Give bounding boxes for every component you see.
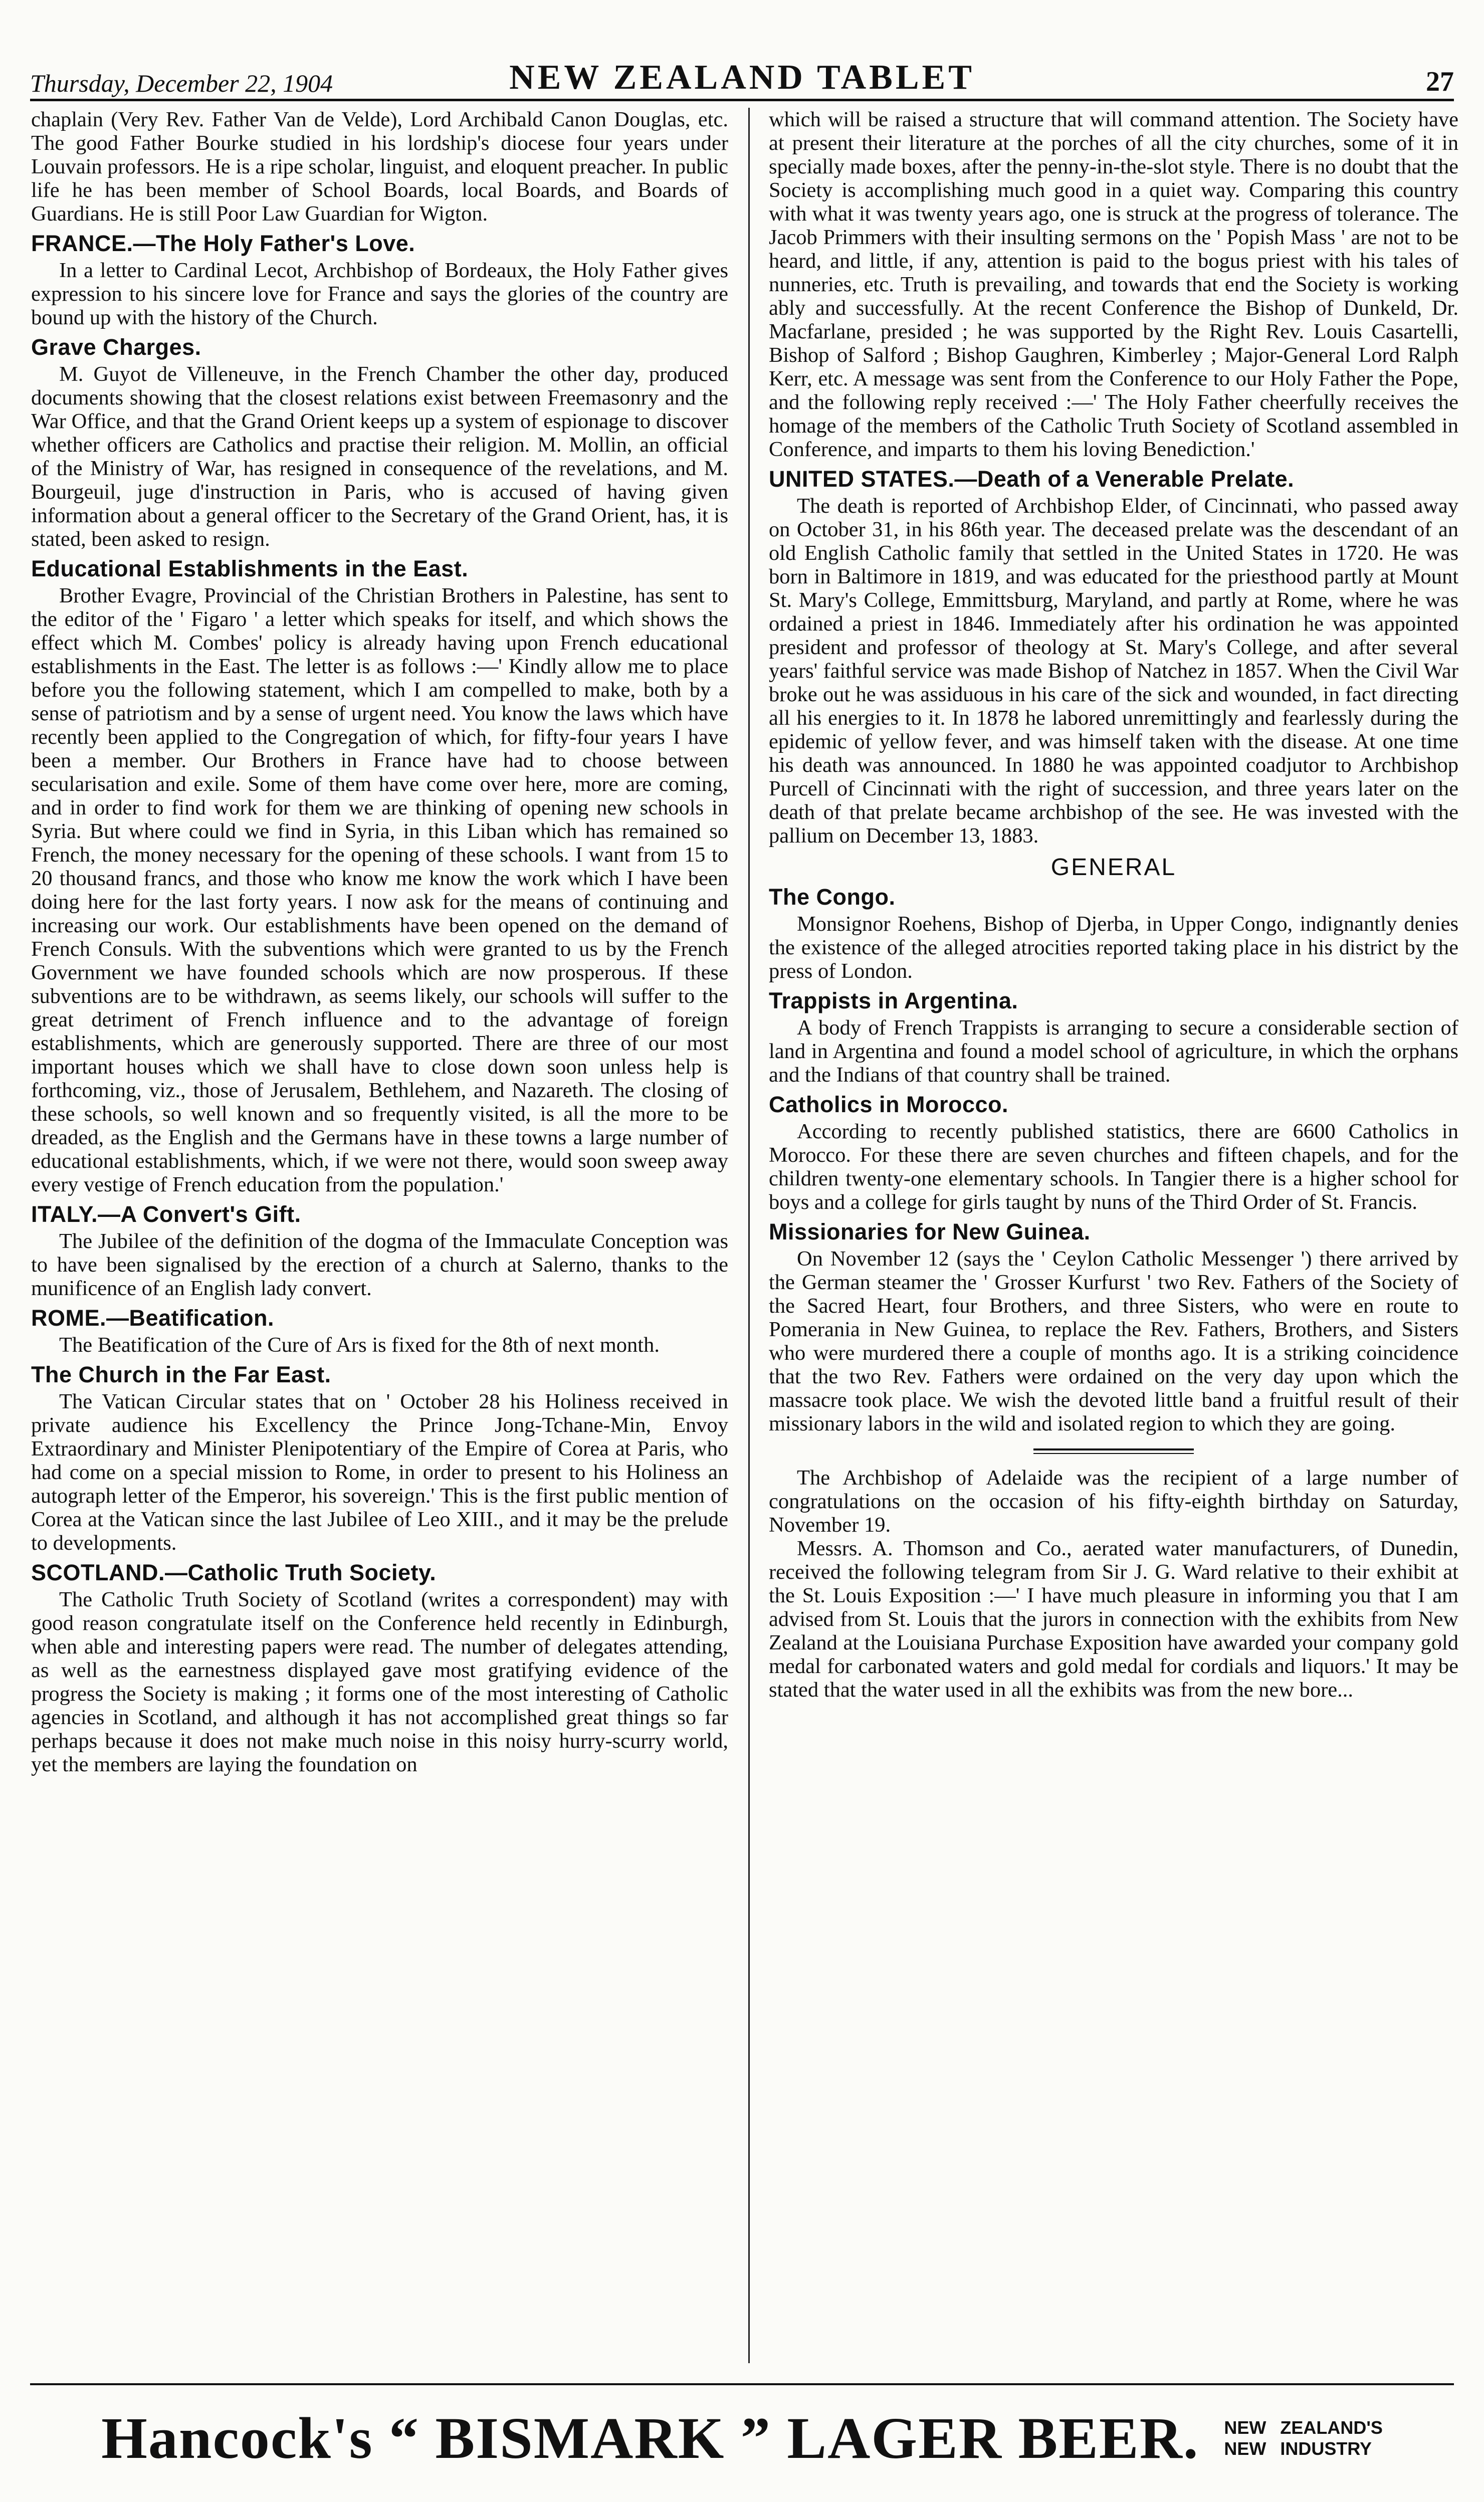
section-heading-educational: Educational Establishments in the East. (31, 556, 469, 581)
issue-date: Thursday, December 22, 1904 (30, 69, 333, 97)
tagline-new-1: NEW (1224, 2417, 1266, 2438)
article-france: In a letter to Cardinal Lecot, Archbishop of Bordeaux, the Holy Father gives expression to his sincere love for France and says the glories of the country are bound up with the history of the Church. (31, 259, 728, 329)
advertisement-text: Hancock's “ BISMARK ” LAGER BEER. (101, 2405, 1199, 2471)
advertisement-tagline (1224, 2417, 1383, 2459)
section-heading-grave-charges: Grave Charges. (31, 334, 201, 360)
tagline-industry: INDUSTRY (1280, 2438, 1372, 2459)
article-grave-charges: M. Guyot de Villeneuve, in the French Chamber the other day, produced documents showing that the closest relations exist between Freemasonry and the War Office, and that the Grand Orient keeps up a system of espionage to discover whether officers are Catholics and practise their religion. M. Mollin, an official of the Ministry of War, has resigned in consequence of the revelations, and M. Bourgeuil, juge d'instruction in Paris, who is accused of having given information about a general officer to the Secretary of the Grand Orient, has, it is stated, been asked to resign. (31, 362, 728, 551)
section-heading-rome: ROME.—Beatification. (31, 1305, 275, 1331)
article-adelaide: The Archbishop of Adelaide was the recipient of a large number of congratulations on the occasion of his fifty-eighth birthday on Saturday, November 19. (769, 1466, 1458, 1537)
article-italy: The Jubilee of the definition of the dogma of the Immaculate Conception was to have been signalised by the erection of a church at Salerno, thanks to the munificence of an English lady convert. (31, 1229, 728, 1300)
article-congo: Monsignor Roehens, Bishop of Djerba, in Upper Congo, indignantly denies the existence of the alleged atrocities reported taking place in his district by the press of London. (769, 912, 1458, 983)
page-header (30, 50, 1454, 98)
left-column (31, 108, 735, 2376)
section-heading-far-east: The Church in the Far East. (31, 1362, 331, 1387)
section-heading-general: GENERAL (1050, 854, 1177, 881)
article-new-guinea: On November 12 (says the ' Ceylon Catholic Messenger ') there arrived by the German steamer the ' Grosser Kurfurst ' two Rev. Fathers of the Society of the Sacred Heart, four Brothers, and three Sisters, who were en route to Pomerania in New Guinea, to replace the Rev. Fathers, Brothers, and Sisters who were murdered there a couple of months ago. It is a striking coincidence that the two Rev. Fathers were ordained on the very day upon which the massacre took place. We wish the devoted little band a fruitful result of their missionary labors in the wild and isolated region to which they are going. (769, 1247, 1458, 1435)
tagline-new-2: NEW (1224, 2438, 1266, 2459)
section-heading-trappists: Trappists in Argentina. (769, 988, 1018, 1013)
page-number: 27 (1425, 66, 1454, 97)
masthead-title: NEW ZEALAND TABLET (509, 58, 975, 97)
column-divider (748, 108, 750, 2363)
section-heading-congo: The Congo. (769, 884, 896, 910)
section-heading-new-guinea: Missionaries for New Guinea. (769, 1219, 1091, 1244)
article-scotland: The Catholic Truth Society of Scotland (writes a correspondent) may with good reason congratulate itself on the Conference held recently in Edinburgh, when able and interesting papers were read. The number of delegates attending, as well as the earnestness displayed gave most gratifying evidence of the progress the Society is making ; it forms one of the most interesting of Catholic agencies in Scotland, and although it has not accomplished great things so far perhaps because it does not make much noise in this noisy hurry-scurry world, yet the members are laying the foundation on (31, 1588, 728, 1776)
header-rule (30, 99, 1454, 101)
section-heading-united-states: UNITED STATES.—Death of a Venerable Prelate. (769, 466, 1295, 492)
section-separator (1033, 1448, 1194, 1454)
article-far-east: The Vatican Circular states that on ' October 28 his Holiness received in private audience his Excellency the Prince Jong-Tchane-Min, Envoy Extraordinary and Minister Plenipotentiary of the Empire of Corea at Paris, who had come on a special mission to Rome, in order to present to his Holiness an autograph letter of the Emperor, his sovereign.' This is the first public mention of Corea at the Vatican since the last Jubilee of Leo XIII., and it may be the prelude to developments. (31, 1390, 728, 1555)
footer-rule (30, 2383, 1454, 2385)
article-educational: Brother Evagre, Provincial of the Christian Brothers in Palestine, has sent to the editor of the ' Figaro ' a letter which speaks for itself, and which shows the effect which M. Combes' policy is already having upon French educational establishments in the East. The letter is as follows :—' Kindly allow me to place before you the following statement, which I am compelled to make, both by a sense of patriotism and by a sense of urgent need. You know the laws which have recently been applied to the Congregation of which, for fifty-four years I have been a member. Our Brothers in France have had to choose between secularisation and exile. Some of them have come over here, more are coming, and in order to find work for them we are thinking of opening new schools in Syria. But where could we find in Syria, in this Liban which has remained so French, the money necessary for the opening of these schools. I want from 15 to 20 thousand francs, and those who know me know the work which I have been doing here for the last forty years. I now ask for the means of continuing and increasing our work. Our establishments have been opened on the demand of French Consuls. With the subventions which were granted to us by the French Government we have founded schools which are now prosperous. If these subventions are to be withdrawn, as seems likely, our schools will suffer to the great detriment of French influence and to the advantage of foreign establishments, which are generously supported. There are three of our most important houses which we shall have to close down soon unless help is forthcoming, viz., those of Jerusalem, Bethlehem, and Nazareth. The closing of these schools, so well known and so frequently visited, is all the more to be dreaded, as the English and the Germans have in these towns a large number of educational establishments, which, if we were not there, would soon sweep away every vestige of French education from the population.' (31, 584, 728, 1196)
article-continuation: chaplain (Very Rev. Father Van de Velde), Lord Archibald Canon Douglas, etc. The good Father Bourke studied in his lordship's diocese four years under Louvain professors. He is a ripe scholar, linguist, and eloquent preacher. In public life he has been member of School Boards, local Boards, and Boards of Guardians. He is still Poor Law Guardian for Wigton. (31, 108, 728, 226)
article-morocco: According to recently published statistics, there are 6600 Catholics in Morocco. For these there are seven churches and fifteen chapels, and for the children twenty-one elementary schools. In Tangier there is a higher school for boys and a college for girls taught by nuns of the Third Order of St. Francis. (769, 1120, 1458, 1214)
tagline-zealands: ZEALAND'S (1280, 2417, 1383, 2438)
section-heading-morocco: Catholics in Morocco. (769, 1092, 1009, 1117)
article-scotland-continued: which will be raised a structure that will command attention. The Society have at present their literature at the porches of all the city churches, some of it in specially made boxes, after the penny-in-the-slot style. There is no doubt that the Society is accomplishing much good in a quiet way. Comparing this country with what it was twenty years ago, one is struck at the progress of tolerance. The Jacob Primmers with their insulting sermons on the ' Popish Mass ' are not to be heard, and little, if any, attention is paid to the bogus priest with his tales of nunneries, etc. Truth is prevailing, and towards that end the Society is working ably and successfully. At the recent Conference the Bishop of Dunkeld, Dr. Macfarlane, presided ; he was supported by the Right Rev. Louis Casartelli, Bishop of Salford ; Bishop Gaughren, Kimberley ; Major-General Lord Ralph Kerr, etc. A message was sent from the Conference to our Holy Father the Pope, and the following reply received :—' The Holy Father cheerfully receives the homage of the members of the Catholic Truth Society of Scotland assembled in Conference, and imparts to them his loving Benediction.' (769, 108, 1458, 461)
right-column (762, 108, 1458, 2376)
article-thomson: Messrs. A. Thomson and Co., aerated water manufacturers, of Dunedin, received the following telegram from Sir J. G. Ward relative to their exhibit at the St. Louis Exposition :—' I have much pleasure in informing you that I am advised from St. Louis that the jurors in connection with the exhibits from New Zealand at the Louisiana Purchase Exposition have awarded your company gold medal for carbonated waters and gold medal for cordials and liquors.' It may be stated that the water used in all the exhibits was from the new bore... (769, 1537, 1458, 1702)
section-heading-scotland: SCOTLAND.—Catholic Truth Society. (31, 1560, 437, 1585)
section-heading-italy: ITALY.—A Convert's Gift. (31, 1201, 301, 1227)
article-united-states: The death is reported of Archbishop Elder, of Cincinnati, who passed away on October 31, in his 86th year. The deceased prelate was the descendant of an old English Catholic family that settled in the United States in 1720. He was born in Baltimore in 1819, and was educated for the priesthood partly at Mount St. Mary's College, Emmittsburg, Maryland, and partly at Rome, where he was ordained a priest in 1846. Immediately after his ordination he was appointed president and professor of theology at St. Mary's College, and after several years' faithful service was made Bishop of Natchez in 1857. When the Civil War broke out he was assiduous in his care of the sick and wounded, in fact directing all his energies to it. In 1878 he labored unremittingly and fearlessly during the epidemic of yellow fever, and was himself taken with the disease. At one time his death was announced. In 1880 he was appointed coadjutor to Archbishop Purcell of Cincinnati with the right of succession, and three years later on the death of that prelate became archbishop of the see. He was invested with the pallium on December 13, 1883. (769, 494, 1458, 848)
article-trappists: A body of French Trappists is arranging to secure a considerable section of land in Argentina and found a model school of agriculture, in which the orphans and the Indians of that country shall be trained. (769, 1016, 1458, 1087)
footer-advertisement (50, 2401, 1434, 2476)
section-heading-france: FRANCE.—The Holy Father's Love. (31, 231, 415, 256)
article-rome: The Beatification of the Cure of Ars is fixed for the 8th of next month. (59, 1333, 660, 1357)
